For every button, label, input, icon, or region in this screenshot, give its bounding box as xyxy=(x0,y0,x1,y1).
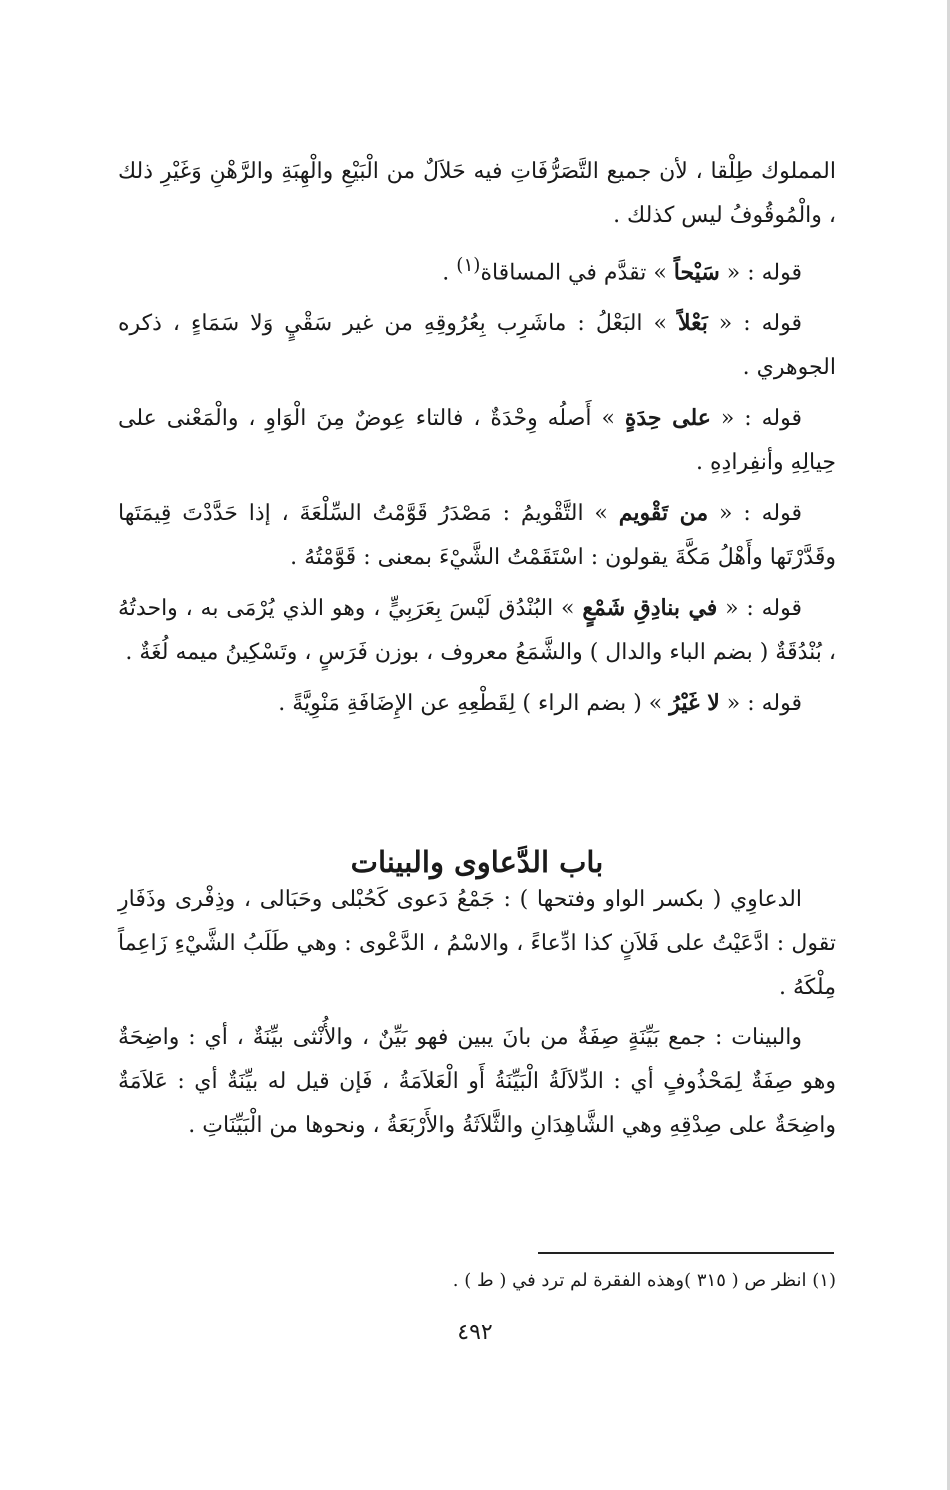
paragraph-text: » التَّقْويمُ : مَصْدَرُ قَوَّمْتُ السِّلْعَةَ ، إذا حَدَّدْتَ قِيمَتَها وقَدَّرْتَها وأَهْلُ مَكَّةَ يقولون : اسْتَقَمْتُ الشَّيْءَ بمعنى : قَوَّمْتُهُ . xyxy=(118,501,836,571)
paragraph-banadiq xyxy=(118,586,836,675)
footnote: (١) انظر ص ( ٣١٥ )وهذه الفقرة لم ترد في ( ط ) . xyxy=(452,1270,836,1291)
paragraph-mamluk xyxy=(118,150,836,238)
quote-lead: قوله : « xyxy=(719,691,802,717)
paragraph-text: » البُنْدُق لَيْسَ بِعَرَبِيٍّ ، وهو الذي يُرْمَى به ، واحدتُهُ ، بُنْدُقَةٌ ( بضم الباء والدال ) والشَّمَعُ معروف ، بوزن فَرَسٍ ، وتَسْكِينُ ميمه لُغَةٌ . xyxy=(118,596,836,666)
paragraph-text: الدعاوِي ( بكسر الواو وفتحها ) : جَمْعُ دَعوى كَحُبْلى وحَبَالى ، وذِفْرى وذَفَارِ تقول : ادَّعَيْتُ على فَلاَنٍ كذا ادِّعاءً ، والاسْمُ ، الدَّعْوى : وهي طَلَبُ الشَّيْءِ زَاعِماً مِلْكَهُ . xyxy=(118,887,836,1000)
paragraph-text: المملوك طِلْقا ، لأن جميع التَّصَرُّفَاتِ فيه حَلاَلٌ من الْبَيْعِ والْهِبَةِ والرَّهْنِ وَغَيْرِ ذلك ، والْمُوقُوفُ ليس كذلك . xyxy=(118,159,836,228)
footnote-ref: (١) xyxy=(456,255,481,276)
paragraph-la-ghayr xyxy=(118,681,836,726)
paragraph-daawi xyxy=(118,878,836,1010)
keyword-ala-hidah: على حِدَةٍ xyxy=(624,405,711,432)
quote-lead: قوله : « xyxy=(707,311,802,337)
main-text-top xyxy=(118,150,836,732)
paragraph-baalan xyxy=(118,301,836,390)
paragraph-bayyinat xyxy=(118,1016,836,1148)
keyword-baalan: بَعْلاً xyxy=(677,310,708,337)
quote-lead: قوله : « xyxy=(710,406,802,432)
quote-lead: قوله : « xyxy=(717,596,803,622)
quote-lead: قوله : « xyxy=(708,501,802,527)
paragraph-text: والبينات : جمع بَيِّنَةٍ صِفَةٌ من بانَ يبين فهو بَيِّنٌ ، والأُنْثى بيِّنَةٌ ، أي : واضِحَةٌ وهو صِفَةٌ لِمَحْذُوفٍ أي : الدِّلاَلَةُ الْبَيِّنَةُ أَو الْعَلاَمَةُ ، فَإن قيل له بيِّنَةٌ أي : عَلاَمَةٌ واضِحَةٌ على صِدْقِهِ وهي الشَّاهِدَانِ والثَّلاَثَةُ والأَرْبَعَةُ ، ونحوها من الْبَيِّنَاتِ . xyxy=(118,1025,836,1138)
page-number: ٤٩٢ xyxy=(457,1320,493,1345)
paragraph-end: . xyxy=(442,260,457,286)
paragraph-text: » البَعْلُ : ماشَرِب بِعُرُوقِهِ من غير سَقْيٍ وَلا سَمَاءٍ ، ذكره الجوهري . xyxy=(118,311,836,381)
main-text-bottom xyxy=(118,878,836,1154)
quote-lead: قوله : « xyxy=(719,260,802,286)
paragraph-text: » تقدَّم في المساقاة xyxy=(480,260,674,286)
paragraph-ala-hidah xyxy=(118,396,836,485)
section-heading: باب الدَّعاوى والبينات xyxy=(350,845,604,880)
paragraph-taqwim xyxy=(118,491,836,580)
keyword-sayhan: سَيْحاً xyxy=(673,259,720,286)
paragraph-text: » ( بضم الراء ) لِقَطْعِهِ عن الإِضَافَةِ مَنْوِيَّةً . xyxy=(278,691,670,717)
footnote-separator xyxy=(538,1252,834,1254)
keyword-la-ghayr: لا غَيْرُ xyxy=(669,690,720,717)
keyword-banadiq: في بنادِقِ شَمْعٍ xyxy=(582,595,718,622)
paragraph-sayhan xyxy=(118,244,836,295)
keyword-taqwim: من تَقْويم xyxy=(618,500,709,527)
paragraph-text: » أَصلُه وِحْدَةٌ ، فالتاء عِوضٌ مِنَ الْوَاوِ ، والْمَعْنى على حِيالِهِ وأنفِرادِهِ . xyxy=(118,406,836,476)
